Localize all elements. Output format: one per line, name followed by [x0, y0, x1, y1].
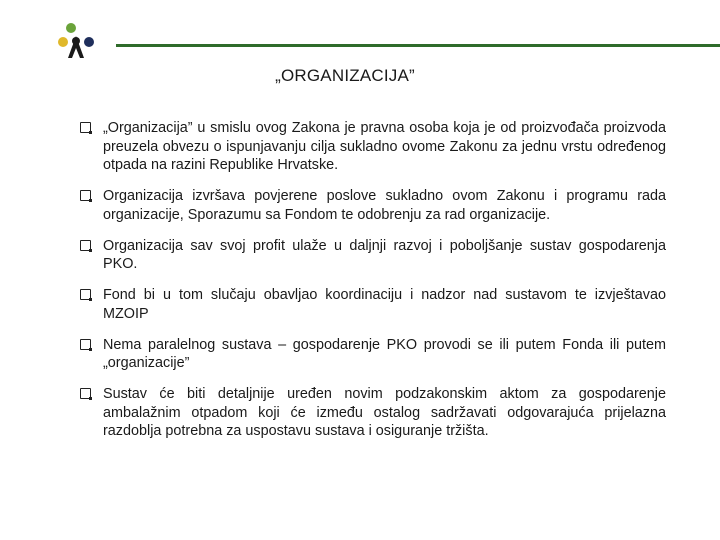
bullet-text: Organizacija sav svoj profit ulaže u daljnji razvoj i poboljšanje sustav gospodarenja PKO.: [103, 237, 666, 272]
checkbox-bullet-icon: [80, 388, 91, 399]
checkbox-bullet-icon: [80, 122, 91, 133]
bullet-item: [80, 385, 666, 441]
checkbox-bullet-icon: [80, 289, 91, 300]
organization-logo-icon: [58, 22, 102, 62]
bullet-item: [80, 187, 666, 224]
bullet-item: [80, 119, 666, 175]
bullet-text: „Organizacija” u smislu ovog Zakona je pravna osoba koja je od proizvođača proizvoda preuzela obvezu o ispunjavanju cilja sukladno ovome Zakonu za jednu vrstu određenog otpada na razini Republike Hrvatske.: [103, 120, 666, 173]
header-divider-line: [116, 44, 720, 47]
slide-title: „ORGANIZACIJA”: [275, 66, 415, 85]
bullet-list: [80, 119, 666, 453]
bullet-text: Sustav će biti detaljnije uređen novim podzakonskim aktom za gospodarenje ambalažnim otpadom koji će između ostalog sadržavati odgovarajuća prijelazna razdoblja potrebna za uspostavu sustava i osiguranje tržišta.: [103, 386, 666, 439]
checkbox-bullet-icon: [80, 240, 91, 251]
bullet-item: [80, 237, 666, 274]
bullet-item: [80, 286, 666, 323]
bullet-text: Fond bi u tom slučaju obavljao koordinaciju i nadzor nad sustavom te izvještavao MZOIP: [103, 287, 666, 322]
checkbox-bullet-icon: [80, 339, 91, 350]
bullet-text: Nema paralelnog sustava – gospodarenje PKO provodi se ili putem Fonda ili putem „organizacije”: [103, 336, 666, 371]
bullet-item: [80, 336, 666, 373]
checkbox-bullet-icon: [80, 190, 91, 201]
bullet-text: Organizacija izvršava povjerene poslove sukladno ovom Zakonu i programu rada organizacije, Sporazumu sa Fondom te odobrenju za rad organizacije.: [103, 188, 666, 223]
